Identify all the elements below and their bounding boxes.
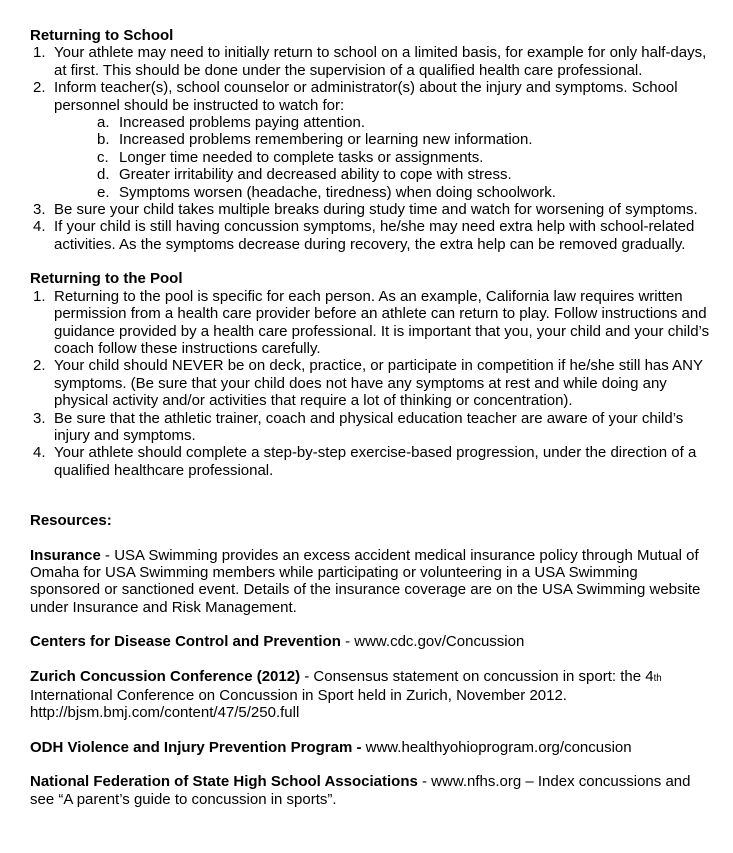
sub-list-item-text: Longer time needed to complete tasks or assignments.	[119, 148, 484, 166]
sub-list-item-letter: d.	[97, 166, 110, 184]
resource-odh	[30, 739, 710, 756]
resource-text: www.healthyohioprogram.org/concusion	[361, 738, 632, 756]
list-item-text: If your child is still having concussion symptoms, he/she may need extra help with school-related activities. As the symptoms decrease during recovery, the extra help can be removed gradually.	[54, 218, 695, 253]
sub-list-item-text: Increased problems paying attention.	[119, 114, 365, 132]
resource-title: ODH Violence and Injury Prevention Program -	[30, 738, 362, 756]
resource-text: - www.cdc.gov/Concussion	[340, 633, 525, 651]
list-item-number: 4.	[33, 444, 46, 462]
list-item-text: Your athlete may need to initially return to school on a limited basis, for example for only half-days, at first. This should be done under the supervision of a qualified health care professional.	[54, 44, 707, 79]
watch-for-sublist	[97, 114, 710, 201]
list-item-number: 4.	[33, 218, 46, 236]
sub-list-item	[97, 184, 710, 201]
list-item-text: Be sure your child takes multiple breaks during study time and watch for worsening of symptoms.	[54, 201, 698, 219]
list-item-number: 1.	[33, 44, 46, 62]
resource-text: International Conference on Concussion in Sport held in Zurich, November 2012. http://bjsm.bmj.com/content/47/5/250.full	[30, 687, 567, 722]
list-item-number: 1.	[33, 287, 46, 305]
resource-title: National Federation of State High School Associations	[30, 773, 418, 791]
resource-text: - www.nfhs.org – Index concussions and see “A parent’s guide to concussion in sports”.	[30, 773, 691, 808]
list-item	[30, 201, 710, 218]
list-item-number: 3.	[33, 201, 46, 219]
sub-list-item-text: Greater irritability and decreased ability to cope with stress.	[119, 166, 512, 184]
sub-list-item-letter: c.	[97, 148, 109, 166]
sub-list-item	[97, 149, 710, 166]
sub-list-item-letter: a.	[97, 114, 110, 132]
list-item	[30, 444, 710, 479]
resource-insurance	[30, 547, 710, 617]
sub-list-item-text: Symptoms worsen (headache, tiredness) when doing schoolwork.	[119, 183, 556, 201]
list-item	[30, 357, 710, 409]
section-heading-returning-to-school: Returning to School	[30, 27, 174, 44]
sub-list-item	[97, 166, 710, 183]
resource-text: - Consensus statement on concussion in sport: the 4	[300, 667, 654, 685]
list-item-number: 2.	[33, 79, 46, 97]
sub-list-item-text: Increased problems remembering or learning new information.	[119, 131, 533, 149]
list-item-text: Your child should NEVER be on deck, practice, or participate in competition if he/she still has ANY symptoms. (Be sure that your child does not have any symptoms at rest and while doing any physical activity and/or activities that require a lot of thinking or concentration).	[54, 357, 703, 410]
resource-title: Centers for Disease Control and Prevention	[30, 633, 341, 651]
list-item-number: 2.	[33, 357, 46, 375]
sub-list-item-letter: e.	[97, 183, 110, 201]
list-item-content	[54, 79, 710, 201]
list-item-text: Your athlete should complete a step-by-step exercise-based progression, under the direction of a qualified healthcare professional.	[54, 444, 697, 479]
section-heading-returning-to-the-pool: Returning to the Pool	[30, 270, 183, 288]
resource-title: Insurance	[30, 546, 101, 564]
list-item-text: Returning to the pool is specific for each person. As an example, California law requires written permission from a health care provider before an athlete can return to play. Follow instructions and guidance provided by a health care professional. It is important that you, your child and your child’s coach follow these instructions carefully.	[54, 287, 710, 357]
pool-list	[30, 288, 710, 479]
resource-cdc	[30, 633, 710, 650]
resource-zurich	[30, 668, 710, 722]
school-list	[30, 44, 710, 253]
section-heading-resources: Resources:	[30, 512, 112, 530]
list-item	[30, 288, 710, 358]
resource-title: Zurich Concussion Conference (2012)	[30, 667, 301, 685]
list-item-text: Inform teacher(s), school counselor or administrator(s) about the injury and symptoms. School personnel should be instructed to watch for:	[54, 79, 678, 114]
list-item	[30, 44, 710, 79]
list-item	[30, 410, 710, 445]
resource-nfhs	[30, 773, 710, 808]
list-item-number: 3.	[33, 409, 46, 427]
resource-text: - USA Swimming provides an excess accident medical insurance policy through Mutual of Omaha for USA Swimming members while participating or volunteering in a USA Swimming sponsored or sanctioned event. Details of the insurance coverage are on the USA Swimming website under Insurance and Risk Management.	[30, 546, 701, 616]
ordinal-suffix: th	[653, 672, 662, 684]
list-item	[30, 218, 710, 253]
sub-list-item	[97, 131, 710, 148]
sub-list-item-letter: b.	[97, 131, 110, 149]
list-item	[30, 79, 710, 201]
sub-list-item	[97, 114, 710, 131]
list-item-text: Be sure that the athletic trainer, coach and physical education teacher are aware of your child’s injury and symptoms.	[54, 409, 684, 444]
